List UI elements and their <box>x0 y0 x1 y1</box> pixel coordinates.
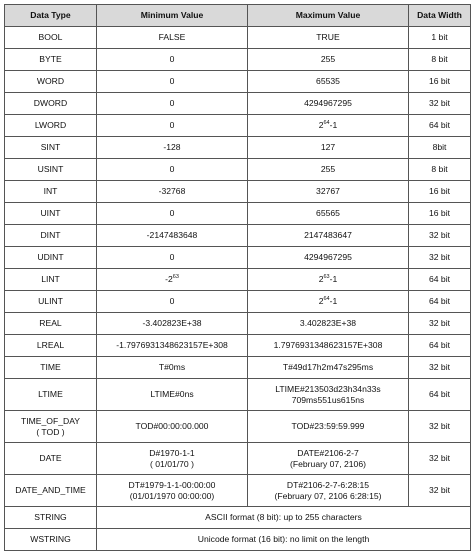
cell-data-type <box>5 443 97 475</box>
header-minimum-value: Minimum Value <box>97 5 248 27</box>
cell-data-width: 8 bit <box>409 159 471 181</box>
value-line: TOD#23:59:59.999 <box>291 421 365 432</box>
table-row <box>5 93 471 115</box>
table-row <box>5 181 471 203</box>
cell-data-width: 8bit <box>409 137 471 159</box>
cell-maximum-value <box>248 225 409 247</box>
cell-maximum-value <box>248 313 409 335</box>
cell-data-type <box>5 411 97 443</box>
table-row <box>5 225 471 247</box>
value-line: 0 <box>169 54 175 65</box>
cell-data-type <box>5 247 97 269</box>
cell-maximum-value <box>248 159 409 181</box>
power-remainder: -1 <box>329 296 338 307</box>
cell-data-type <box>5 49 97 71</box>
value-line: 4294967295 <box>304 252 352 263</box>
power-exponent: 64 <box>323 120 330 127</box>
cell-minimum-value <box>97 137 248 159</box>
value-line: (February 07, 2106 6:28:15) <box>274 490 382 501</box>
value-line: T#49d17h2m47s295ms <box>282 362 374 373</box>
table-row <box>5 475 471 507</box>
value-line: D#1970-1-1 <box>149 447 195 458</box>
value-line: 65565 <box>316 208 340 219</box>
cell-data-width: 32 bit <box>409 313 471 335</box>
cell-data-width: 32 bit <box>409 247 471 269</box>
cell-data-width: 64 bit <box>409 115 471 137</box>
cell-minimum-value <box>97 443 248 475</box>
table-row <box>5 379 471 411</box>
cell-minimum-value <box>97 269 248 291</box>
cell-data-width: 64 bit <box>409 291 471 313</box>
cell-data-width: 8 bit <box>409 49 471 71</box>
cell-maximum-value <box>248 269 409 291</box>
cell-maximum-value <box>248 247 409 269</box>
cell-data-type <box>5 137 97 159</box>
cell-maximum-value <box>248 475 409 507</box>
table-row <box>5 313 471 335</box>
data-type-name: LWORD <box>34 120 67 131</box>
table-row <box>5 507 471 529</box>
cell-minimum-value <box>97 475 248 507</box>
table-row <box>5 247 471 269</box>
table-row <box>5 443 471 475</box>
value-line: 0 <box>169 252 175 263</box>
cell-minimum-value <box>97 247 248 269</box>
value-line: TOD#00:00:00.000 <box>135 421 209 432</box>
data-type-name: SINT <box>40 142 61 153</box>
cell-data-width: 16 bit <box>409 203 471 225</box>
cell-maximum-value <box>248 411 409 443</box>
data-type-name: UDINT <box>37 252 64 263</box>
cell-minimum-value <box>97 379 248 411</box>
cell-minimum-value <box>97 225 248 247</box>
cell-data-width: 32 bit <box>409 411 471 443</box>
value-line: LTIME#213503d23h34n33s <box>275 383 381 394</box>
data-type-name: DATE_AND_TIME <box>15 485 86 496</box>
data-type-name: STRING <box>34 512 67 523</box>
data-type-name: BOOL <box>38 32 63 43</box>
cell-data-type <box>5 507 97 529</box>
cell-data-width: 32 bit <box>409 225 471 247</box>
power-base: 2 <box>318 120 324 131</box>
table-body <box>5 27 471 551</box>
value-line: 1.7976931348623157E+308 <box>273 340 383 351</box>
cell-minimum-value <box>97 313 248 335</box>
cell-data-type <box>5 291 97 313</box>
cell-data-width: 64 bit <box>409 269 471 291</box>
power-exponent: 64 <box>323 296 330 303</box>
power-base: 2 <box>318 296 324 307</box>
data-type-name: WORD <box>36 76 65 87</box>
cell-minimum-value <box>97 115 248 137</box>
cell-minimum-value <box>97 203 248 225</box>
value-line: 0 <box>169 296 175 307</box>
cell-maximum-value <box>248 71 409 93</box>
data-type-name: LINT <box>41 274 60 285</box>
value-line: 0 <box>169 76 175 87</box>
data-type-name: LTIME <box>38 389 63 400</box>
value-line: 0 <box>169 98 175 109</box>
cell-data-width: 16 bit <box>409 181 471 203</box>
cell-maximum-value <box>248 93 409 115</box>
value-line: DATE#2106-2-7 <box>297 447 359 458</box>
table-row <box>5 71 471 93</box>
power-remainder: -1 <box>329 120 338 131</box>
cell-data-width: 1 bit <box>409 27 471 49</box>
data-type-name: UINT <box>40 208 61 219</box>
cell-data-type <box>5 203 97 225</box>
cell-minimum-value <box>97 357 248 379</box>
cell-data-width: 32 bit <box>409 357 471 379</box>
cell-data-type <box>5 27 97 49</box>
data-type-table <box>4 4 471 551</box>
data-type-table-container <box>4 4 470 551</box>
value-line: 32767 <box>316 186 340 197</box>
value-line: 0 <box>169 120 175 131</box>
cell-format-description: Unicode format (16 bit): no limit on the length <box>97 529 471 551</box>
cell-data-type <box>5 93 97 115</box>
value-line: (February 07, 2106) <box>290 458 366 469</box>
value-line: 0 <box>169 208 175 219</box>
value-line: 65535 <box>316 76 340 87</box>
cell-minimum-value <box>97 291 248 313</box>
cell-minimum-value <box>97 159 248 181</box>
power-remainder: -1 <box>329 274 338 285</box>
table-row <box>5 115 471 137</box>
data-type-name: BYTE <box>39 54 62 65</box>
cell-data-type <box>5 357 97 379</box>
cell-data-type <box>5 335 97 357</box>
header-data-width: Data Width <box>409 5 471 27</box>
cell-data-type <box>5 475 97 507</box>
value-line: TRUE <box>316 32 340 43</box>
cell-minimum-value <box>97 49 248 71</box>
table-row <box>5 335 471 357</box>
cell-format-description: ASCII format (8 bit): up to 255 characters <box>97 507 471 529</box>
cell-maximum-value <box>248 443 409 475</box>
cell-maximum-value <box>248 379 409 411</box>
data-type-name: WSTRING <box>30 534 71 545</box>
value-line: -32768 <box>158 186 186 197</box>
cell-maximum-value <box>248 115 409 137</box>
cell-minimum-value <box>97 27 248 49</box>
value-line: -1.7976931348623157E+308 <box>116 340 228 351</box>
value-line: DT#1979-1-1-00:00:00 <box>128 479 216 490</box>
value-line: 4294967295 <box>304 98 352 109</box>
cell-data-type <box>5 159 97 181</box>
cell-maximum-value <box>248 335 409 357</box>
table-row <box>5 27 471 49</box>
cell-data-type <box>5 529 97 551</box>
cell-maximum-value <box>248 203 409 225</box>
value-line: (01/01/1970 00:00:00) <box>129 490 215 501</box>
table-row <box>5 137 471 159</box>
value-line: 255 <box>320 164 336 175</box>
cell-minimum-value <box>97 335 248 357</box>
cell-maximum-value <box>248 49 409 71</box>
data-type-name: INT <box>43 186 58 197</box>
cell-minimum-value <box>97 71 248 93</box>
data-type-name: DATE <box>39 453 62 464</box>
table-row <box>5 203 471 225</box>
table-row <box>5 291 471 313</box>
power-base: 2 <box>318 274 324 285</box>
power-exponent: 63 <box>323 274 330 281</box>
table-row <box>5 357 471 379</box>
value-line: -3.402823E+38 <box>142 318 202 329</box>
value-line: T#0ms <box>158 362 186 373</box>
cell-data-width: 64 bit <box>409 379 471 411</box>
cell-data-type <box>5 313 97 335</box>
value-line: 2147483647 <box>304 230 352 241</box>
power-exponent: 63 <box>172 274 179 281</box>
header-row <box>5 5 471 27</box>
cell-maximum-value <box>248 137 409 159</box>
data-type-name: DWORD <box>33 98 68 109</box>
cell-maximum-value <box>248 357 409 379</box>
value-line: 709ms551us615ns <box>291 394 365 405</box>
data-type-name: LREAL <box>36 340 65 351</box>
cell-data-type <box>5 115 97 137</box>
cell-data-width: 16 bit <box>409 71 471 93</box>
table-row <box>5 269 471 291</box>
value-line: FALSE <box>158 32 186 43</box>
value-line: 127 <box>320 142 336 153</box>
cell-maximum-value <box>248 291 409 313</box>
cell-data-width: 32 bit <box>409 475 471 507</box>
cell-data-type <box>5 181 97 203</box>
header-data-type: Data Type <box>5 5 97 27</box>
cell-data-type <box>5 269 97 291</box>
cell-data-type <box>5 71 97 93</box>
cell-data-width: 64 bit <box>409 335 471 357</box>
value-line: LTIME#0ns <box>150 389 194 400</box>
cell-minimum-value <box>97 181 248 203</box>
value-line: -128 <box>163 142 181 153</box>
header-maximum-value: Maximum Value <box>248 5 409 27</box>
data-type-alias: ( TOD ) <box>36 426 65 437</box>
data-type-name: TIME_OF_DAY <box>20 415 81 426</box>
value-line: 3.402823E+38 <box>299 318 357 329</box>
cell-minimum-value <box>97 93 248 115</box>
value-line: ( 01/01/70 ) <box>150 458 194 469</box>
cell-data-width: 32 bit <box>409 93 471 115</box>
cell-data-type <box>5 225 97 247</box>
table-header <box>5 5 471 27</box>
table-row <box>5 529 471 551</box>
data-type-name: ULINT <box>38 296 63 307</box>
value-line: -2147483648 <box>146 230 198 241</box>
power-base: -2 <box>165 274 173 285</box>
cell-data-type <box>5 379 97 411</box>
value-line: 0 <box>169 164 175 175</box>
data-type-name: TIME <box>40 362 61 373</box>
cell-data-width: 32 bit <box>409 443 471 475</box>
value-line: DT#2106-2-7-6:28:15 <box>286 479 370 490</box>
value-line: 255 <box>320 54 336 65</box>
cell-maximum-value <box>248 27 409 49</box>
data-type-name: USINT <box>37 164 64 175</box>
data-type-name: REAL <box>39 318 62 329</box>
table-row <box>5 411 471 443</box>
cell-minimum-value <box>97 411 248 443</box>
table-row <box>5 159 471 181</box>
data-type-name: DINT <box>40 230 61 241</box>
table-row <box>5 49 471 71</box>
cell-maximum-value <box>248 181 409 203</box>
